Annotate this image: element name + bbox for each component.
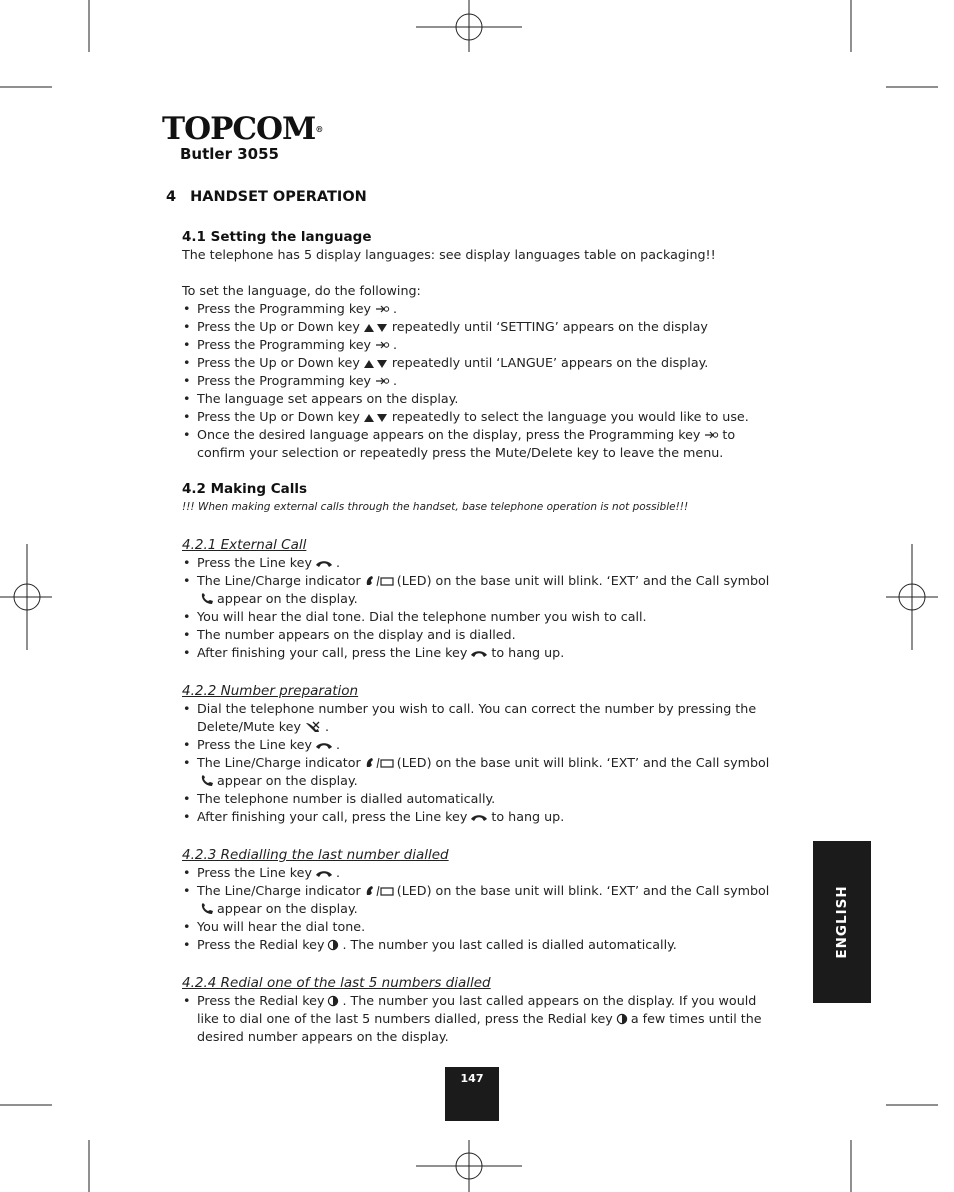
line-charge-indicator-icon <box>364 885 394 897</box>
call-symbol-icon <box>200 775 214 787</box>
list-item: • The language set appears on the display. <box>182 390 782 408</box>
line-charge-indicator-icon <box>364 757 394 769</box>
list-item: • Press the Programming key . <box>182 372 782 390</box>
line-key-icon <box>470 813 488 823</box>
subsection-title-4-2-1: 4.2.1 External Call <box>182 537 307 553</box>
redial-key-icon <box>327 939 339 951</box>
line-key-icon <box>315 869 333 879</box>
subsection-title-4-2-4: 4.2.4 Redial one of the last 5 numbers dialled <box>182 975 491 991</box>
list-item: • The Line/Charge indicator (LED) on the base unit will blink. ‘EXT’ and the Call symbolappear on the display. <box>182 882 782 918</box>
up-down-key-icon <box>363 358 389 369</box>
subsection-title-4-2-2: 4.2.2 Number preparation <box>182 683 359 699</box>
paragraph: To set the language, do the following: <box>182 283 421 298</box>
warning-note: !!! When making external calls through the handset, base telephone operation is not possible!!! <box>182 501 689 513</box>
redial-key-icon <box>327 995 339 1007</box>
subsection-title-4-2: 4.2 Making Calls <box>182 481 308 497</box>
model-name: Butler 3055 <box>180 145 279 163</box>
bullet-list <box>182 864 782 954</box>
list-item: • The number appears on the display and is dialled. <box>182 626 782 644</box>
list-item: • Press the Up or Down key repeatedly until ‘SETTING’ appears on the display <box>182 318 782 336</box>
programming-key-icon <box>374 375 390 387</box>
list-item: • Once the desired language appears on the display, press the Programming key to confirm your selection or repeatedly press the Mute/Delete key to leave the menu. <box>182 426 782 462</box>
list-item: • Press the Up or Down key repeatedly until ‘LANGUE’ appears on the display. <box>182 354 782 372</box>
list-item: • After finishing your call, press the Line key to hang up. <box>182 808 782 826</box>
bullet-list <box>182 554 782 662</box>
topcom-logo: TOPCOM® <box>162 111 323 147</box>
call-symbol-icon <box>200 903 214 915</box>
main-content <box>182 228 782 1046</box>
list-item: • Press the Line key . <box>182 554 782 572</box>
list-item: • You will hear the dial tone. <box>182 918 782 936</box>
list-item: • After finishing your call, press the Line key to hang up. <box>182 644 782 662</box>
line-key-icon <box>315 741 333 751</box>
paragraph: The telephone has 5 display languages: see display languages table on packaging!! <box>182 247 716 262</box>
call-symbol-icon <box>200 593 214 605</box>
page-number-box <box>445 1067 499 1121</box>
list-item: • Press the Line key . <box>182 736 782 754</box>
list-item: • The Line/Charge indicator (LED) on the base unit will blink. ‘EXT’ and the Call symbolappear on the display. <box>182 572 782 608</box>
line-charge-indicator-icon <box>364 575 394 587</box>
line-key-icon <box>315 559 333 569</box>
programming-key-icon <box>374 339 390 351</box>
subsection-title-4-2-3: 4.2.3 Redialling the last number dialled <box>182 847 449 863</box>
list-item: • Dial the telephone number you wish to call. You can correct the number by pressing the Delete/Mute key . <box>182 700 782 736</box>
bullet-list <box>182 992 782 1046</box>
redial-key-icon <box>616 1013 628 1025</box>
line-key-icon <box>470 649 488 659</box>
list-item: • The telephone number is dialled automatically. <box>182 790 782 808</box>
list-item: • Press the Up or Down key repeatedly to select the language you would like to use. <box>182 408 782 426</box>
page-number: 147 <box>460 1072 484 1085</box>
subsection-title-4-1: 4.1 Setting the language <box>182 229 372 245</box>
language-side-tab: ENGLISH <box>813 841 871 1003</box>
section-number: 4 <box>166 189 177 205</box>
list-item: • Press the Redial key . The number you last called is dialled automatically. <box>182 936 782 954</box>
list-item: • You will hear the dial tone. Dial the telephone number you wish to call. <box>182 608 782 626</box>
section-title: HANDSET OPERATION <box>190 189 367 205</box>
list-item: • Press the Redial key . The number you last called appears on the display. If you would like to dial one of the last 5 numbers dialled, press the Redial key a few times until the desired number appears on the display. <box>182 992 782 1046</box>
delete-mute-key-icon <box>304 721 322 733</box>
up-down-key-icon <box>363 322 389 333</box>
list-item: • Press the Programming key . <box>182 336 782 354</box>
list-item: • Press the Programming key . <box>182 300 782 318</box>
programming-key-icon <box>703 429 719 441</box>
up-down-key-icon <box>363 412 389 423</box>
list-item: • Press the Line key . <box>182 864 782 882</box>
section-heading <box>166 189 367 205</box>
bullet-list <box>182 300 782 462</box>
list-item: • The Line/Charge indicator (LED) on the base unit will blink. ‘EXT’ and the Call symbolappear on the display. <box>182 754 782 790</box>
bullet-list <box>182 700 782 826</box>
programming-key-icon <box>374 303 390 315</box>
